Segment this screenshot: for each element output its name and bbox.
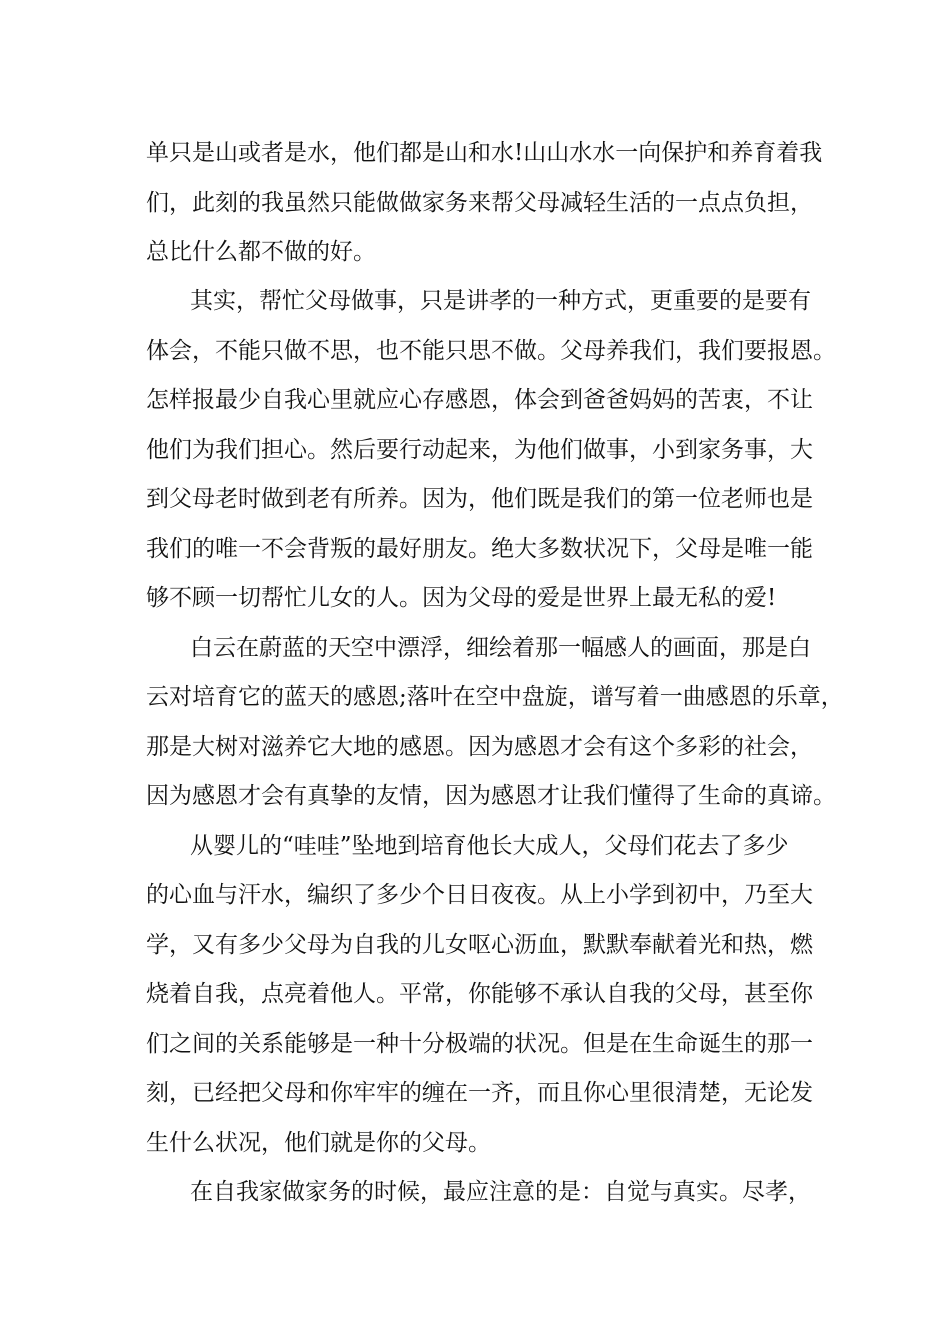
text-line: 他们为我们担心。然后要行动起来，为他们做事，小到家务事，大 <box>146 437 813 463</box>
text-line: 烧着自我，点亮着他人。平常，你能够不承认自我的父母，甚至你 <box>146 981 813 1007</box>
text-line: 学，又有多少父母为自我的儿女呕心沥血，默默奉献着光和热，燃 <box>146 932 813 958</box>
text-line: 们之间的关系能够是一种十分极端的状况。但是在生命诞生的那一 <box>146 1031 813 1057</box>
text-line: 够不顾一切帮忙儿女的人。因为父母的爱是世界上最无私的爱! <box>146 585 777 611</box>
text-line: 在自我家做家务的时候，最应注意的是：自觉与真实。尽孝， <box>190 1179 811 1205</box>
text-line: 怎样报最少自我心里就应心存感恩，体会到爸爸妈妈的苦衷，不让 <box>146 387 813 413</box>
text-line: 刻，已经把父母和你牢牢的缠在一齐，而且你心里很清楚，无论发 <box>146 1080 813 1106</box>
text-line: 我们的唯一不会背叛的最好朋友。绝大多数状况下，父母是唯一能 <box>146 536 813 562</box>
text-line: 那是大树对滋养它大地的感恩。因为感恩才会有这个多彩的社会， <box>146 734 813 760</box>
text-line: 的心血与汗水，编织了多少个日日夜夜。从上小学到初中，乃至大 <box>146 882 813 908</box>
text-line: 从婴儿的“哇哇”坠地到培育他长大成人，父母们花去了多少 <box>190 833 789 859</box>
text-line: 生什么状况，他们就是你的父母。 <box>146 1130 491 1156</box>
text-line: 单只是山或者是水，他们都是山和水!山山水水一向保护和养育着我 <box>146 140 823 166</box>
text-line: 们，此刻的我虽然只能做做家务来帮父母减轻生活的一点点负担， <box>146 190 813 216</box>
text-line: 白云在蔚蓝的天空中漂浮，细绘着那一幅感人的画面，那是白 <box>190 635 811 661</box>
text-line: 总比什么都不做的好。 <box>146 239 376 265</box>
text-line: 因为感恩才会有真挚的友情，因为感恩才让我们懂得了生命的真谛。 <box>146 783 836 809</box>
text-line: 体会，不能只做不思，也不能只思不做。父母养我们，我们要报恩。 <box>146 338 836 364</box>
text-line: 到父母老时做到老有所养。因为，他们既是我们的第一位老师也是 <box>146 486 813 512</box>
text-line: 云对培育它的蓝天的感恩;落叶在空中盘旋，谱写着一曲感恩的乐章， <box>146 684 844 710</box>
text-line: 其实，帮忙父母做事，只是讲孝的一种方式，更重要的是要有 <box>190 288 811 314</box>
